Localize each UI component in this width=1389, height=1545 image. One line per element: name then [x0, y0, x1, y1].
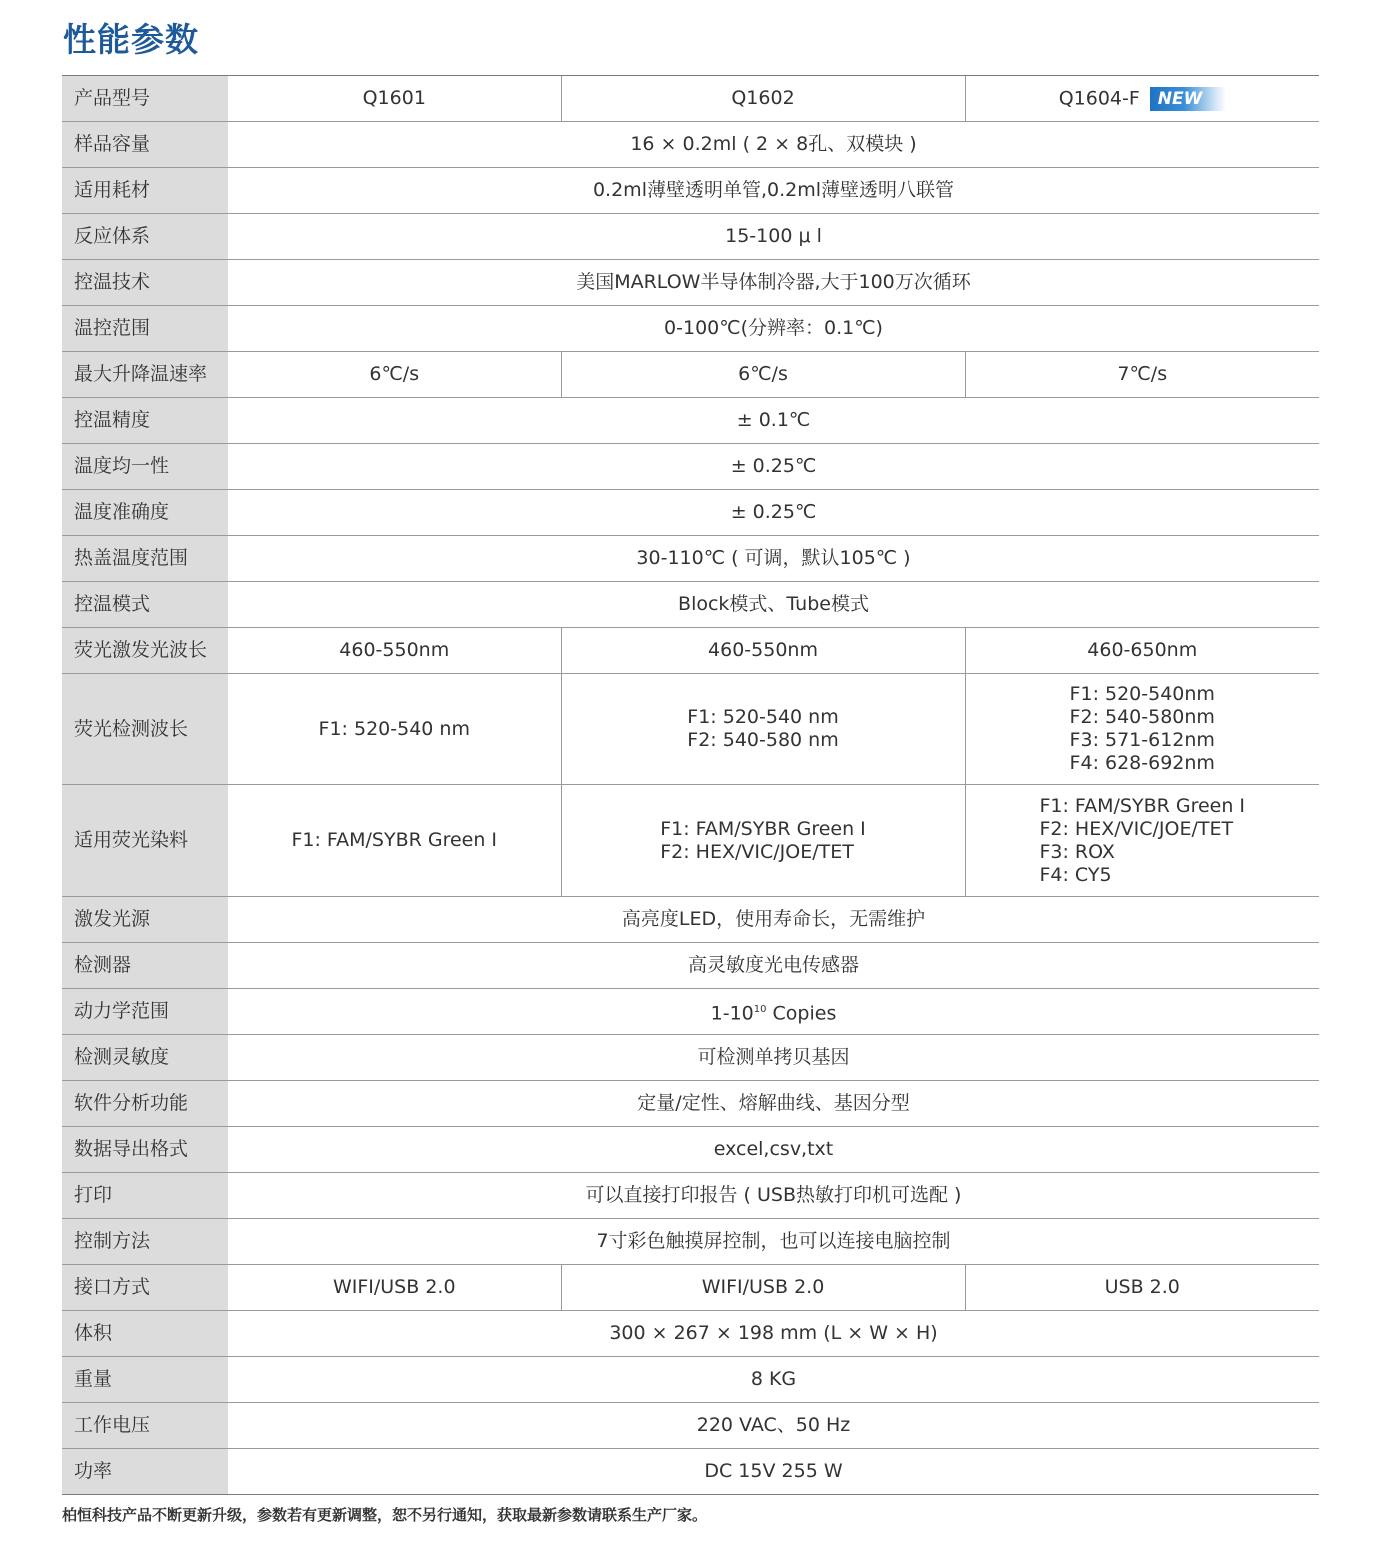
detect-wavelength-line: F3: 571-612nm: [1069, 729, 1215, 751]
row-label: 荧光检测波长: [62, 674, 228, 785]
table-row: [62, 352, 1319, 398]
model-q1602: Q1602: [561, 76, 965, 122]
detect-wavelength-line: F1: 520-540 nm: [318, 717, 470, 740]
row-value: 可以直接打印报告 ( USB热敏打印机可选配 ): [228, 1173, 1319, 1219]
row-value: 可检测单拷贝基因: [228, 1035, 1319, 1081]
row-value-q1602: WIFI/USB 2.0: [561, 1265, 965, 1311]
row-label: 热盖温度范围: [62, 536, 228, 582]
dye-line: F1: FAM/SYBR Green I: [660, 817, 866, 840]
detect-wavelength-line: F1: 520-540 nm: [687, 706, 839, 728]
row-value-q1602: [561, 674, 965, 785]
row-label: 最大升降温速率: [62, 352, 228, 398]
table-row: [62, 444, 1319, 490]
row-label: 控温精度: [62, 398, 228, 444]
row-label: 适用荧光染料: [62, 785, 228, 897]
row-value: 220 VAC、50 Hz: [228, 1403, 1319, 1449]
row-label: 体积: [62, 1311, 228, 1357]
table-row: [62, 1219, 1319, 1265]
table-row: [62, 214, 1319, 260]
row-value-q1601: WIFI/USB 2.0: [228, 1265, 561, 1311]
table-row: [62, 989, 1319, 1035]
table-row: [62, 582, 1319, 628]
table-row: [62, 1173, 1319, 1219]
row-label: 样品容量: [62, 122, 228, 168]
dynamic-range-unit: Copies: [766, 1002, 837, 1025]
table-row: [62, 536, 1319, 582]
table-row: [62, 1311, 1319, 1357]
detect-wavelength-line: F2: 540-580 nm: [687, 729, 839, 751]
row-label: 温控范围: [62, 306, 228, 352]
row-value-q1602: 460-550nm: [561, 628, 965, 674]
new-badge: NEW: [1150, 87, 1226, 111]
dynamic-range-exponent: 10: [753, 1003, 767, 1015]
table-row: [62, 1449, 1319, 1495]
row-label: 反应体系: [62, 214, 228, 260]
row-label: 动力学范围: [62, 989, 228, 1035]
row-value: 0.2ml薄壁透明单管,0.2ml薄壁透明八联管: [228, 168, 1319, 214]
row-label: 功率: [62, 1449, 228, 1495]
row-label: 温度准确度: [62, 490, 228, 536]
table-header-row: [62, 76, 1319, 122]
row-value-q1601: [228, 785, 561, 897]
row-value-q1604f: [965, 674, 1319, 785]
table-row: [62, 1403, 1319, 1449]
dye-line: F1: FAM/SYBR Green I: [291, 829, 498, 851]
row-label: 数据导出格式: [62, 1127, 228, 1173]
table-row: [62, 398, 1319, 444]
row-value-q1601: 6℃/s: [228, 352, 561, 398]
row-label: 控温技术: [62, 260, 228, 306]
row-value: 定量/定性、熔解曲线、基因分型: [228, 1081, 1319, 1127]
row-label: 检测器: [62, 943, 228, 989]
footer-note: 柏恒科技产品不断更新升级，参数若有更新调整，恕不另行通知，获取最新参数请联系生产厂家。: [62, 1506, 708, 1524]
detect-wavelength-line: F2: 540-580nm: [1069, 706, 1215, 728]
row-value: 16 × 0.2ml ( 2 × 8孔、双模块 ): [228, 122, 1319, 168]
row-value-q1601: 460-550nm: [228, 628, 561, 674]
row-value: 15-100 μ l: [228, 214, 1319, 260]
model-q1604f: Q1604-F: [1058, 87, 1140, 109]
row-value-q1604f: 7℃/s: [965, 352, 1319, 398]
row-value: 8 KG: [228, 1357, 1319, 1403]
row-value-q1604f: USB 2.0: [965, 1265, 1319, 1311]
row-value: 300 × 267 × 198 mm (L × W × H): [228, 1311, 1319, 1357]
row-label: 控制方法: [62, 1219, 228, 1265]
model-q1601: Q1601: [228, 76, 561, 122]
table-row: [62, 785, 1319, 897]
table-row: [62, 168, 1319, 214]
table-row: [62, 897, 1319, 943]
row-value: 7寸彩色触摸屏控制，也可以连接电脑控制: [228, 1219, 1319, 1265]
table-row: [62, 490, 1319, 536]
dye-line: F2: HEX/VIC/JOE/TET: [1039, 817, 1234, 840]
row-value-q1601: [228, 674, 561, 785]
row-value: 0-100℃(分辨率：0.1℃): [228, 306, 1319, 352]
row-value: Block模式、Tube模式: [228, 582, 1319, 628]
row-value-q1604f: 460-650nm: [965, 628, 1319, 674]
table-row: [62, 1035, 1319, 1081]
row-label: 温度均一性: [62, 444, 228, 490]
table-row: [62, 1357, 1319, 1403]
dye-line: F2: HEX/VIC/JOE/TET: [660, 840, 854, 863]
detect-wavelength-line: F1: 520-540nm: [1069, 683, 1215, 705]
row-label: 软件分析功能: [62, 1081, 228, 1127]
row-value: ± 0.25℃: [228, 490, 1319, 536]
row-value: [228, 989, 1319, 1035]
row-label: 荧光激发光波长: [62, 628, 228, 674]
dye-line: F3: ROX: [1039, 840, 1115, 863]
table-row: [62, 306, 1319, 352]
spec-table: [62, 75, 1319, 1495]
row-label: 工作电压: [62, 1403, 228, 1449]
dye-line: F1: FAM/SYBR Green I: [1039, 794, 1246, 817]
row-label: 控温模式: [62, 582, 228, 628]
model-q1604f-cell: [965, 76, 1319, 122]
row-value: 美国MARLOW半导体制冷器,大于100万次循环: [228, 260, 1319, 306]
table-row: [62, 1081, 1319, 1127]
table-row: [62, 122, 1319, 168]
row-label: 接口方式: [62, 1265, 228, 1311]
table-row: [62, 260, 1319, 306]
dynamic-range-base: 1-10: [710, 1002, 754, 1025]
row-label: 重量: [62, 1357, 228, 1403]
page-title: 性能参数: [63, 20, 199, 59]
table-row: [62, 1265, 1319, 1311]
table-row: [62, 943, 1319, 989]
row-value: 高亮度LED，使用寿命长，无需维护: [228, 897, 1319, 943]
row-value: 30-110℃ ( 可调，默认105℃ ): [228, 536, 1319, 582]
table-row: [62, 1127, 1319, 1173]
dye-line: F4: CY5: [1039, 863, 1112, 886]
row-label: 打印: [62, 1173, 228, 1219]
table-row: [62, 674, 1319, 785]
row-value: ± 0.25℃: [228, 444, 1319, 490]
row-value-q1602: [561, 785, 965, 897]
row-label: 产品型号: [62, 76, 228, 122]
row-label: 激发光源: [62, 897, 228, 943]
row-value-q1602: 6℃/s: [561, 352, 965, 398]
row-value: excel,csv,txt: [228, 1127, 1319, 1173]
row-value: ± 0.1℃: [228, 398, 1319, 444]
table-row: [62, 628, 1319, 674]
row-label: 适用耗材: [62, 168, 228, 214]
row-value: 高灵敏度光电传感器: [228, 943, 1319, 989]
row-value: DC 15V 255 W: [228, 1449, 1319, 1495]
row-label: 检测灵敏度: [62, 1035, 228, 1081]
row-value-q1604f: [965, 785, 1319, 897]
detect-wavelength-line: F4: 628-692nm: [1069, 752, 1215, 774]
